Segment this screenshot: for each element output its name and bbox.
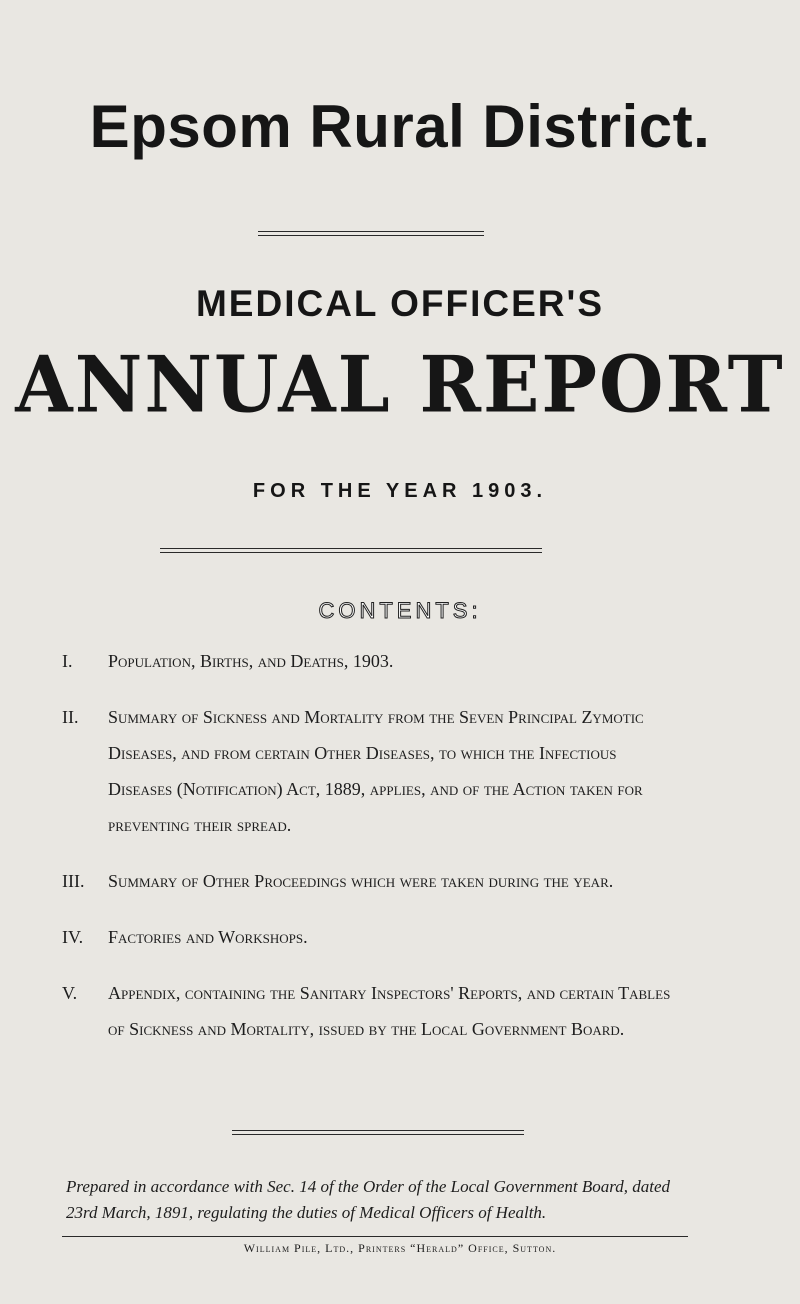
item-number: III. [62,871,85,891]
prepared-line-2: 23rd March, 1891, regulating the duties of Medical Officers of Health. [66,1203,547,1222]
item-number: V. [62,983,78,1003]
item-text: Factories and Workshops. [108,927,308,947]
report-year: FOR THE YEAR 1903. [252,480,548,502]
item-text [108,699,768,843]
district-title: Epsom Rural District. [89,93,711,160]
item-line: Diseases (Notification) Act, 1889, applies, and of the Action taken for [108,779,643,799]
item-number: I. [62,651,73,671]
item-number: II. [62,707,79,727]
item-text: Population, Births, and Deaths, 1903. [108,651,394,671]
prepared-line-1: Prepared in accordance with Sec. 14 of the Order of the Local Government Board, dated [66,1177,671,1196]
contents-heading: CONTENTS: [318,598,482,623]
medical-officer-heading: MEDICAL OFFICER'S [195,283,604,324]
item-text: Summary of Other Proceedings which were taken during the year. [108,871,614,891]
item-line: Diseases, and from certain Other Diseases, to which the Infectious [108,743,617,763]
item-line: of Sickness and Mortality, issued by the Local Government Board. [108,1019,625,1039]
printer-imprint: William Pile, Ltd., Printers “Herald” Office, Sutton. [243,1241,557,1255]
prepared-note [66,1174,746,1226]
item-line: Summary of Sickness and Mortality from the Seven Principal Zymotic [108,707,644,727]
item-line: Appendix, containing the Sanitary Inspectors' Reports, and certain Tables [108,983,671,1003]
item-text [108,975,768,1047]
annual-report-heading: ANNUAL REPORT [15,339,785,431]
item-line: preventing their spread. [108,815,292,835]
item-number: IV. [62,927,84,947]
footer-rule [62,1236,688,1237]
